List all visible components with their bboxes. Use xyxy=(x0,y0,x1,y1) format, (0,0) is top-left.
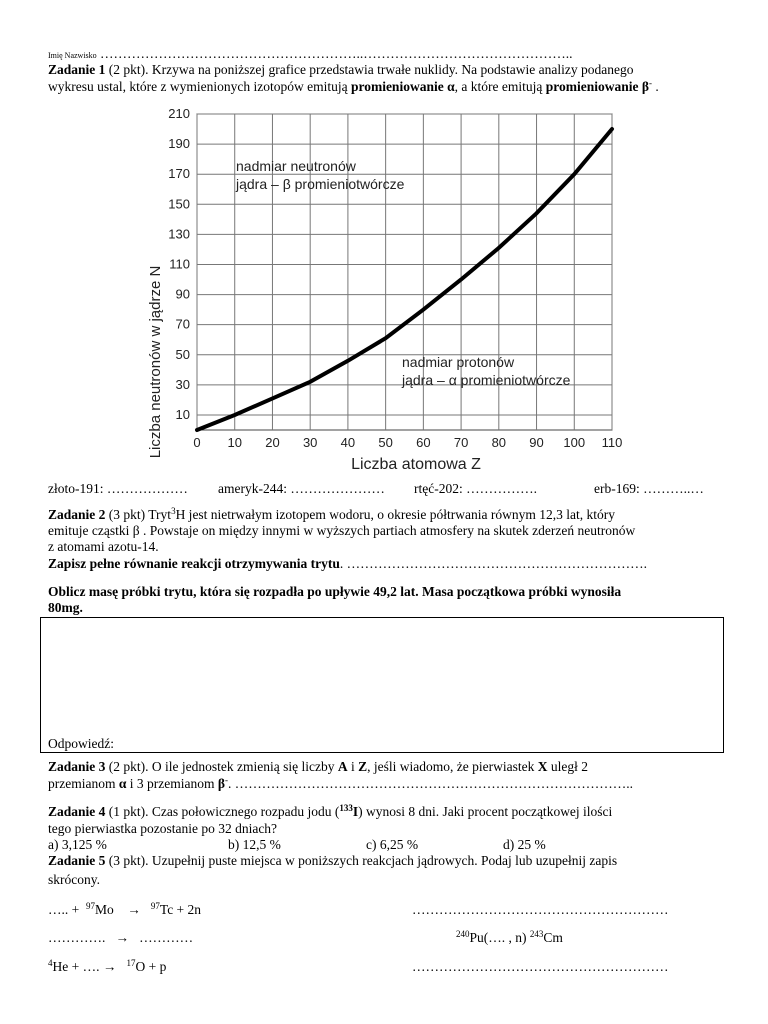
he-mass: 4 xyxy=(48,958,53,968)
cm-symbol: Cm xyxy=(543,930,563,945)
task2-line1 xyxy=(48,507,615,523)
task1-line1 xyxy=(48,62,633,78)
reaction2-short-form xyxy=(456,930,563,946)
option-c[interactable]: c) 6,25 % xyxy=(366,837,419,852)
pu-notation[interactable]: Pu(…. , n) xyxy=(469,930,527,945)
x-tick-labels xyxy=(193,435,622,450)
reaction3-left[interactable]: He + …. → xyxy=(52,959,117,974)
task3-answer-dots[interactable]: . …………………………………………………………………………….. xyxy=(228,776,634,791)
task1-line2 xyxy=(48,79,659,95)
o-mass: 17 xyxy=(126,958,136,968)
y-tick-label: 70 xyxy=(175,316,190,332)
y-tick-label: 170 xyxy=(168,166,190,182)
task2-text: H jest nietrwałym izotopem wodoru, o okresie półtrwania równym 12,3 lat, który xyxy=(175,507,615,522)
reaction-2 xyxy=(48,930,193,946)
answer-box[interactable] xyxy=(40,617,724,753)
y-tick-label: 130 xyxy=(168,226,190,242)
y-tick-label: 30 xyxy=(175,376,190,392)
tc-mass: 97 xyxy=(150,901,160,911)
answer-label: Odpowiedź: xyxy=(48,736,114,751)
period: . xyxy=(655,79,659,94)
y-tick-label: 50 xyxy=(175,346,190,362)
task3-text5: i 3 przemianom xyxy=(129,776,215,791)
task2-question-line1 xyxy=(48,584,621,600)
answer-gold[interactable]: złoto-191: ……………… xyxy=(48,481,188,496)
x-tick-label: 20 xyxy=(265,435,280,450)
y-tick-label: 150 xyxy=(168,196,190,212)
task2-instruction: Zapisz pełne równanie reakcji otrzymywania trytu xyxy=(48,556,340,571)
task4-text2: ) wynosi 8 dni. Jaki procent początkowej ilości xyxy=(358,804,613,819)
alpha-symbol: α xyxy=(118,776,127,791)
task2-line4 xyxy=(48,556,647,572)
task3-line2 xyxy=(48,776,633,792)
arrow-icon: → xyxy=(127,902,141,917)
x-tick-label: 100 xyxy=(563,435,586,450)
task5-line1 xyxy=(48,853,617,869)
task3-text4: przemianom xyxy=(48,776,116,791)
task4-text: Czas połowicznego rozpadu jodu ( xyxy=(151,804,340,819)
alpha-emphasis: promieniowanie α xyxy=(350,79,455,94)
y-tick-label: 10 xyxy=(175,406,190,422)
task2-points: (3 pkt) xyxy=(108,507,146,522)
y-tick-label: 210 xyxy=(168,106,190,121)
reaction3-right: O + p xyxy=(135,959,167,974)
task2-line3: z atomami azotu-14. xyxy=(48,539,159,554)
task2-question-text: Oblicz masę próbki trytu, która się rozpadła po upływie 49,2 lat. Masa początkowa próbki wynosiła xyxy=(48,584,622,599)
iodine-symbol: I xyxy=(352,804,359,819)
name-label: Imię Nazwisko xyxy=(48,51,97,60)
task5-title: Zadanie 5 xyxy=(48,853,106,868)
task2-line2: emituje cząstki β . Powstaje on między innymi w wyższych partiach atmosfery na skutek zderzeń neutronów xyxy=(48,523,636,538)
conjunction: i xyxy=(350,759,355,774)
task2-question-text2: 80mg. xyxy=(48,600,83,615)
task1-title: Zadanie 1 xyxy=(48,62,106,77)
task4-points: (1 pkt). xyxy=(108,804,149,819)
mo-symbol: Mo xyxy=(95,902,114,917)
task4-line2: tego pierwiastka pozostanie po 32 dniach? xyxy=(48,821,278,836)
task3-line1 xyxy=(48,759,588,775)
y-tick-label: 90 xyxy=(175,286,190,302)
annotation-neutron-line1: nadmiar neutronów xyxy=(236,158,356,174)
beta-sup: - xyxy=(648,78,652,88)
task3-text2: , jeśli wiadomo, że pierwiastek xyxy=(367,759,535,774)
x-axis-label: Liczba atomowa Z xyxy=(351,456,481,473)
option-b[interactable]: b) 12,5 % xyxy=(228,837,281,852)
task3-points: (2 pkt). xyxy=(108,759,149,774)
tritium-word: Tryt xyxy=(148,507,172,522)
reaction1-blank[interactable]: ….. + xyxy=(48,902,80,917)
beta-minus-sup: - xyxy=(225,775,229,785)
arrow-icon: → xyxy=(115,930,129,945)
task3-text: O ile jednostek zmienią się liczby xyxy=(151,759,335,774)
x-tick-label: 60 xyxy=(416,435,431,450)
symbol-X: X xyxy=(537,759,548,774)
pu-mass: 240 xyxy=(456,929,470,939)
x-tick-label: 10 xyxy=(227,435,242,450)
y-tick-label: 190 xyxy=(168,136,190,152)
reaction3-short-form[interactable]: ………………………………………………… xyxy=(412,959,669,974)
x-tick-label: 30 xyxy=(302,435,318,450)
reaction-3 xyxy=(48,959,166,975)
reaction1-short-form[interactable]: ………………………………………………… xyxy=(412,902,669,917)
y-tick-labels xyxy=(168,106,190,422)
symbol-A: A xyxy=(337,759,348,774)
annotation-proton-line1: nadmiar protonów xyxy=(402,354,515,370)
reaction-1 xyxy=(48,902,201,918)
task3-text3: uległ 2 xyxy=(550,759,588,774)
x-tick-label: 40 xyxy=(340,435,356,450)
task2-question-line2 xyxy=(48,600,83,616)
name-dots: …………………………………………………..……………………………………….. xyxy=(100,46,573,61)
mo-mass: 97 xyxy=(86,901,95,911)
symbol-Z: Z xyxy=(358,759,368,774)
task5-line2: skrócony. xyxy=(48,872,100,887)
task3-title: Zadanie 3 xyxy=(48,759,106,774)
beta-emphasis: promieniowanie β xyxy=(545,79,649,94)
beta-symbol: β xyxy=(217,776,226,791)
cm-mass: 243 xyxy=(529,929,544,939)
x-tick-label: 50 xyxy=(378,435,393,450)
mass-number: 3 xyxy=(171,506,176,516)
nuclide-stability-chart xyxy=(140,100,640,476)
x-tick-label: 70 xyxy=(453,435,469,450)
task1-text3: , a które emitują xyxy=(454,79,543,94)
option-a[interactable]: a) 3,125 % xyxy=(48,837,107,852)
x-tick-label: 110 xyxy=(601,435,623,450)
reaction2-blank1[interactable]: …………. xyxy=(48,930,106,945)
reaction2-blank2[interactable]: ………… xyxy=(139,930,194,945)
iodine-mass-number: 133 xyxy=(339,803,353,813)
task4-title: Zadanie 4 xyxy=(48,804,106,819)
task4-line1 xyxy=(48,804,612,820)
task1-text2: wykresu ustal, które z wymienionych izotopów emitują xyxy=(48,79,348,94)
answer-americium[interactable]: ameryk-244: ………………… xyxy=(218,481,385,496)
y-axis-label: Liczba neutronów w jądrze N xyxy=(147,265,164,459)
annotation-proton-line2: jądra – α promieniotwórcze xyxy=(402,372,571,388)
x-tick-label: 80 xyxy=(491,435,507,450)
task2-answer-dots[interactable]: . …………………………………………………………. xyxy=(339,556,647,571)
task1-text: Krzywa na poniższej grafice przedstawia trwałe nuklidy. Na podstawie analizy podanego xyxy=(151,62,634,77)
task5-text: Uzupełnij puste miejsca w poniższych reakcjach jądrowych. Podaj lub uzupełnij zapis xyxy=(151,853,618,868)
answer-erbium[interactable]: erb-169: ………..… xyxy=(594,481,704,496)
x-tick-label: 90 xyxy=(529,435,544,450)
answer-mercury[interactable]: rtęć-202: ……………. xyxy=(414,481,537,496)
task1-points: (2 pkt). xyxy=(108,62,149,77)
annotation-neutron-line2: jądra – β promieniotwórcze xyxy=(236,176,405,192)
task2-title: Zadanie 2 xyxy=(48,507,106,522)
task5-points: (3 pkt). xyxy=(108,853,149,868)
tc-products: Tc + 2n xyxy=(159,902,202,917)
option-d[interactable]: d) 25 % xyxy=(503,837,546,852)
y-tick-label: 110 xyxy=(169,256,190,272)
x-tick-label: 0 xyxy=(193,435,201,450)
